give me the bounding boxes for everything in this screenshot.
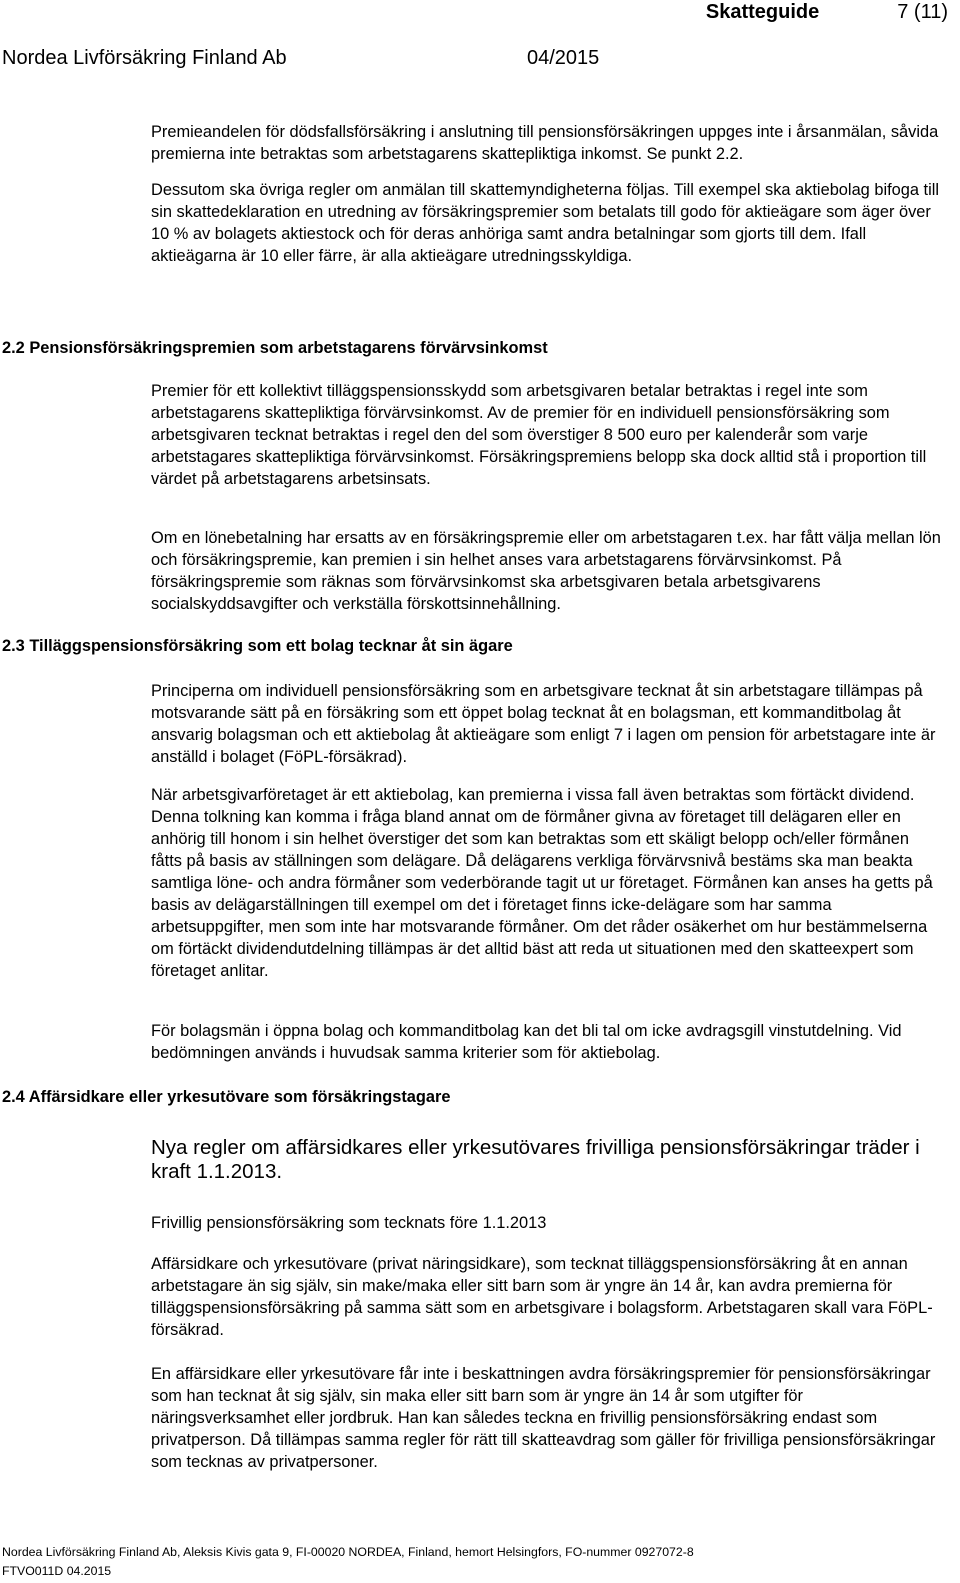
page-header — [0, 0, 948, 24]
subheading-before-2013: Frivillig pensionsförsäkring som tecknats före 1.1.2013 — [151, 1214, 547, 1232]
paragraph-death-insurance: Premieandelen för dödsfallsförsäkring i anslutning till pensionsförsäkringen uppges inte i årsanmälan, såvida premierna inte betraktas som arbetstagarens skattepliktiga inkomst. Se punkt 2.2. — [151, 123, 939, 163]
header-info-row — [0, 46, 948, 70]
paragraph-principles: Principerna om individuell pensionsförsäkring som en arbetsgivare tecknat åt sin arbetstagare tillämpas på motsvarande sätt på en försäkring som ett öppet bolag tecknat åt en bolagsman, ett kommanditbolag åt ansvarig bolagsman och ett aktiebolag åt aktieägare som enligt 7 i lagen om pension för arbetstagare inte är anställd i bolaget (FöPL-försäkrad). — [151, 682, 936, 766]
paragraph-business-owners: Affärsidkare och yrkesutövare (privat näringsidkare), som tecknat tilläggspensionsförsäkring åt en annan arbetstagare än sig själv, sin make/maka eller sitt barn som är yngre än 14 år, kan avdra premierna för tilläggspensionsförsäkring på samma sätt som en arbetsgivare i bolagsform. Arbetstagaren skall vara FöPL-försäkrad. — [151, 1255, 933, 1339]
paragraph-hidden-dividend: När arbetsgivarföretaget är ett aktiebolag, kan premierna i vissa fall även betraktas som förtäckt dividend. Denna tolkning kan komma i fråga bland annat om de förmåner givna av företaget till delägaren eller en anhörig till honom i sin helhet överstiger det som kan betraktas som ett skäligt belopp och/eller förmånen fåtts på basis av ställningen som delägare. Då delägarens verkliga förvärvsnivå bestäms ska man beakta samtliga löne- och andra förmåner som vederbörande tagit ut ur företaget. Förmånen kan anses ha getts på basis av delägarställningen till exempel om det i företaget finns icke-delägare som har samma arbetsuppgifter, men som inte har motsvarande förmåner. Om det råder osäkerhet om hur bestämmelserna om förtäckt dividendutdelning tillämpas är det alltid bäst att reda ut situationen med den skatteexpert som företaget anlitar. — [151, 786, 933, 980]
paragraph-self-insurance: En affärsidkare eller yrkesutövare får inte i beskattningen avdra försäkringspremier för pensionsförsäkringar som han tecknat åt sig själv, sin maka eller sitt barn som är yngre än 14 år som utgifter för näringsverksamhet eller jordbruk. Han kan således teckna en frivillig pensionsförsäkring endast som privatperson. Då tillämpas samma regler för rätt till skatteavdrag som gäller för frivilliga pensionsförsäkringar som tecknas av privatpersoner. — [151, 1365, 936, 1471]
footer-company-info: Nordea Livförsäkring Finland Ab, Aleksis Kivis gata 9, FI-00020 NORDEA, Finland, hemort Helsingfors, FO-nummer 0927072-8 — [2, 1545, 694, 1559]
header-date: 04/2015 — [527, 47, 600, 69]
page-number: 7 (11) — [897, 1, 948, 23]
new-rules-notice: Nya regler om affärsidkares eller yrkesutövares frivilliga pensionsförsäkringar träder i kraft 1.1.2013. — [151, 1136, 920, 1183]
paragraph-salary-replacement: Om en lönebetalning har ersatts av en försäkringspremie eller om arbetstagaren t.ex. har fått välja mellan lön och försäkringspremie, kan premien i sin helhet anses vara arbetstagarens förvärvsinkomst. På försäkringspremie som räknas som förvärvsinkomst ska arbetsgivaren betala arbetsgivarens socialskyddsavgifter och verkställa förskottsinnehållning. — [151, 529, 941, 613]
document-title: Skatteguide — [705, 1, 820, 23]
section-heading-2-2: 2.2 Pensionsförsäkringspremien som arbetstagarens förvärvsinkomst — [2, 339, 548, 357]
page-footer — [2, 1543, 694, 1581]
header-company: Nordea Livförsäkring Finland Ab — [2, 47, 287, 69]
paragraph-premium-income: Premier för ett kollektivt tilläggspensionsskydd som arbetsgivaren betalar betraktas i regel inte som arbetstagarens skattepliktiga förvärvsinkomst. Av de premier för en individuell pensionsförsäkring som arbetsgivaren tecknat betraktas i regel den del som överstiger 8 500 euro per kalenderår som varje arbetstagares skattepliktiga förvärvsinkomst. Försäkringspremiens belopp ska dock alltid stå i proportion till värdet på arbetstagarens arbetsinsats. — [151, 382, 927, 488]
paragraph-tax-reporting: Dessutom ska övriga regler om anmälan till skattemyndigheterna följas. Till exempel ska aktiebolag bifoga till sin skattedeklaration en utredning av försäkringspremier som betalats till godo för aktieägare som äger över 10 % av bolagets aktiestock och för deras anhöriga samt andra betalningar som gjorts till dem. Ifall aktieägarna är 10 eller färre, är alla aktieägare utredningsskyldiga. — [151, 181, 940, 265]
section-heading-2-3: 2.3 Tilläggspensionsförsäkring som ett bolag tecknar åt sin ägare — [2, 637, 513, 655]
footer-document-code: FTVO011D 04.2015 — [2, 1564, 112, 1578]
section-heading-2-4: 2.4 Affärsidkare eller yrkesutövare som försäkringstagare — [2, 1088, 451, 1106]
paragraph-partnerships: För bolagsmän i öppna bolag och kommanditbolag kan det bli tal om icke avdragsgill vinstutdelning. Vid bedömningen används i huvudsak samma kriterier som för aktiebolag. — [151, 1022, 902, 1062]
